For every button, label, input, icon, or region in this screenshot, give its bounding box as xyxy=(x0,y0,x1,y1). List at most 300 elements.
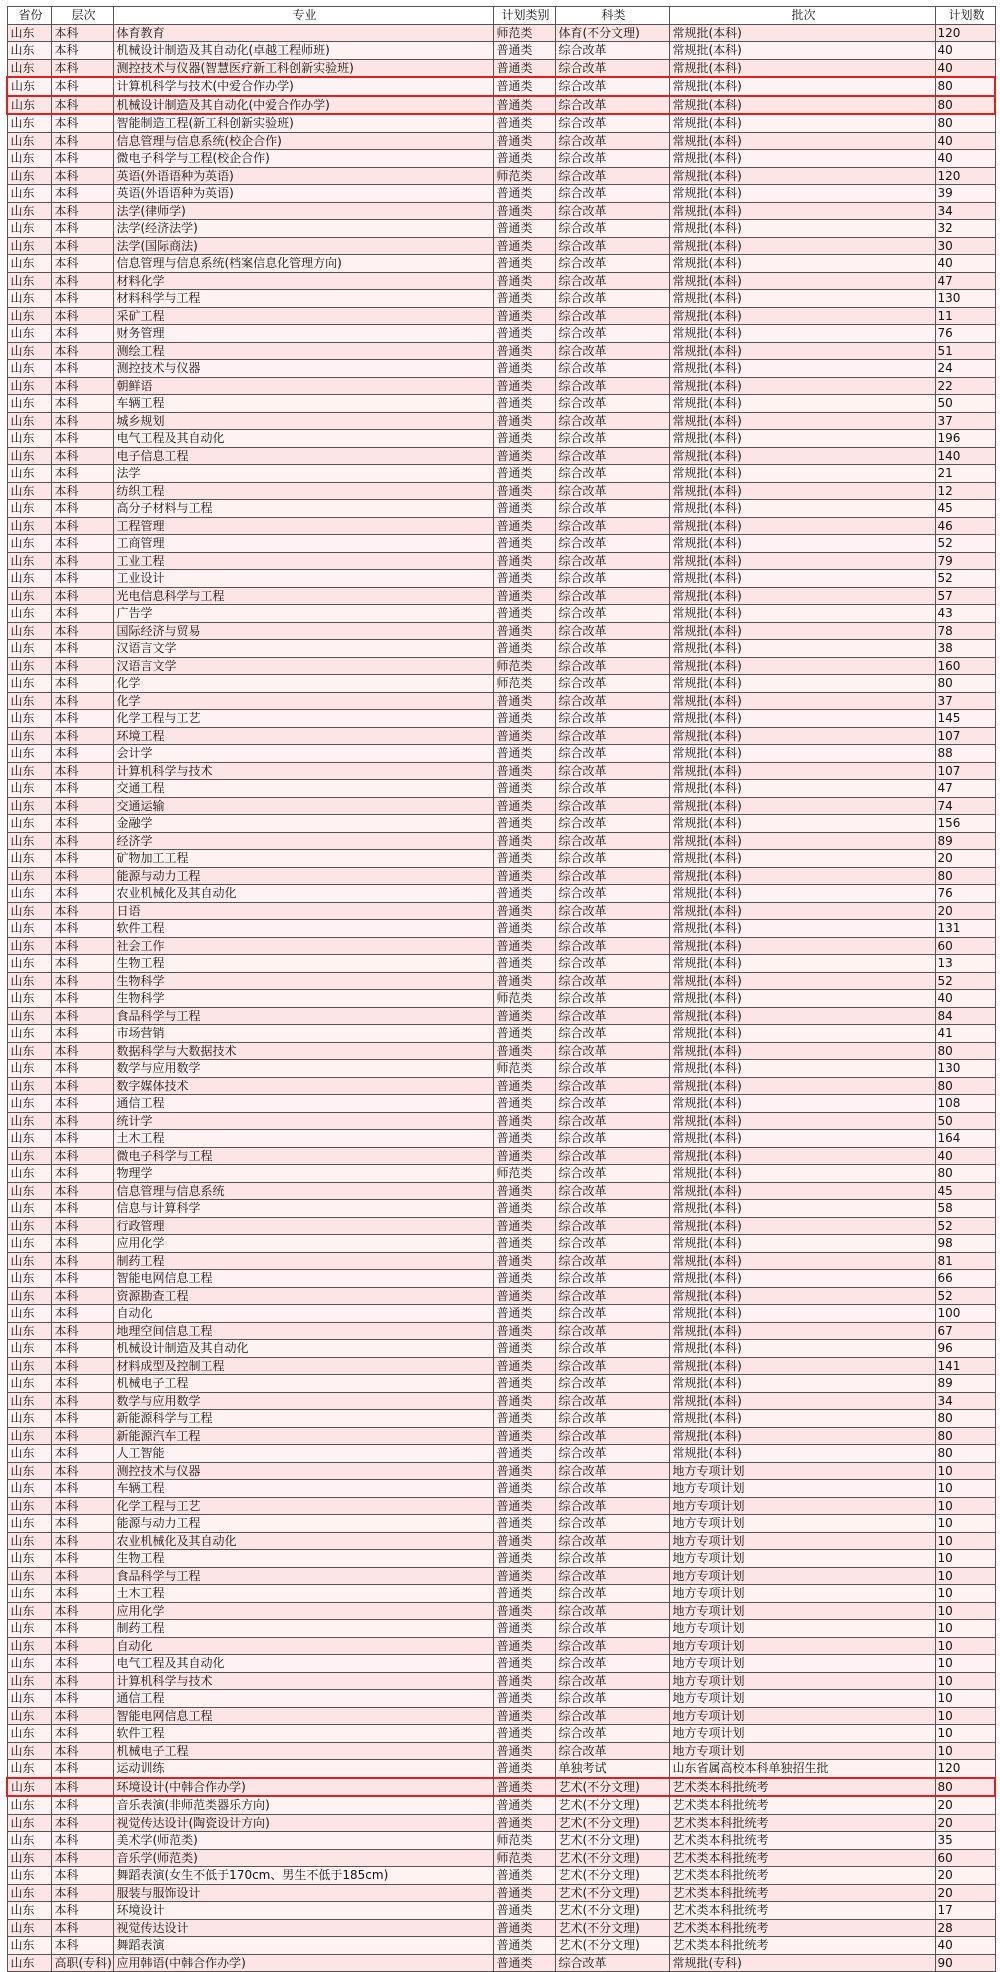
cell-plan-count: 100 xyxy=(935,1305,995,1323)
cell-province: 山东 xyxy=(7,1147,51,1165)
cell-subject-type: 艺术(不分文理) xyxy=(555,1814,669,1832)
cell-province: 山东 xyxy=(7,640,51,658)
cell-plan-count: 60 xyxy=(935,1849,995,1867)
cell-level: 本科 xyxy=(51,1796,113,1814)
cell-major: 会计学 xyxy=(113,745,493,763)
cell-subject-type: 综合改革 xyxy=(555,237,669,255)
cell-subject-type: 综合改革 xyxy=(555,1182,669,1200)
table-row xyxy=(7,1585,995,1603)
header-subject-type: 科类 xyxy=(555,7,669,25)
cell-subject-type: 综合改革 xyxy=(555,1322,669,1340)
cell-batch: 常规批(本科) xyxy=(669,185,935,203)
cell-batch: 常规批(本科) xyxy=(669,272,935,290)
cell-subject-type: 综合改革 xyxy=(555,1270,669,1288)
cell-plan-count: 20 xyxy=(935,1867,995,1885)
cell-level: 本科 xyxy=(51,1937,113,1955)
cell-major: 音乐学(师范类) xyxy=(113,1849,493,1867)
table-row xyxy=(7,955,995,973)
cell-major: 农业机械化及其自动化 xyxy=(113,1532,493,1550)
cell-plan-count: 10 xyxy=(935,1532,995,1550)
cell-plan-category: 普通类 xyxy=(493,1814,555,1832)
cell-major: 数据科学与大数据技术 xyxy=(113,1042,493,1060)
cell-batch: 山东省属高校本科单独招生批 xyxy=(669,1760,935,1778)
table-row xyxy=(7,587,995,605)
table-row xyxy=(7,1042,995,1060)
cell-major: 舞蹈表演 xyxy=(113,1937,493,1955)
cell-subject-type: 综合改革 xyxy=(555,377,669,395)
cell-batch: 常规批(本科) xyxy=(669,1147,935,1165)
cell-plan-category: 普通类 xyxy=(493,1532,555,1550)
cell-province: 山东 xyxy=(7,272,51,290)
cell-plan-category: 普通类 xyxy=(493,220,555,238)
cell-plan-count: 52 xyxy=(935,1287,995,1305)
cell-level: 本科 xyxy=(51,1760,113,1778)
cell-major: 化学工程与工艺 xyxy=(113,710,493,728)
cell-province: 山东 xyxy=(7,1919,51,1937)
cell-batch: 艺术类本科批统考 xyxy=(669,1867,935,1885)
cell-province: 山东 xyxy=(7,447,51,465)
cell-level: 本科 xyxy=(51,1252,113,1270)
cell-plan-category: 普通类 xyxy=(493,832,555,850)
cell-plan-count: 130 xyxy=(935,1060,995,1078)
cell-level: 本科 xyxy=(51,412,113,430)
cell-level: 本科 xyxy=(51,552,113,570)
cell-batch: 常规批(本科) xyxy=(669,692,935,710)
cell-plan-category: 普通类 xyxy=(493,710,555,728)
cell-plan-count: 52 xyxy=(935,535,995,553)
cell-level: 本科 xyxy=(51,1849,113,1867)
cell-plan-category: 普通类 xyxy=(493,325,555,343)
cell-plan-category: 普通类 xyxy=(493,692,555,710)
cell-province: 山东 xyxy=(7,255,51,273)
cell-subject-type: 综合改革 xyxy=(555,1077,669,1095)
table-row xyxy=(7,1796,995,1814)
cell-subject-type: 综合改革 xyxy=(555,1375,669,1393)
cell-major: 工业设计 xyxy=(113,570,493,588)
cell-major: 社会工作 xyxy=(113,937,493,955)
table-row xyxy=(7,1130,995,1148)
cell-subject-type: 综合改革 xyxy=(555,465,669,483)
cell-subject-type: 综合改革 xyxy=(555,1235,669,1253)
cell-level: 本科 xyxy=(51,815,113,833)
cell-level: 本科 xyxy=(51,114,113,132)
cell-plan-count: 40 xyxy=(935,150,995,168)
cell-batch: 常规批(本科) xyxy=(669,1182,935,1200)
cell-subject-type: 综合改革 xyxy=(555,587,669,605)
cell-subject-type: 综合改革 xyxy=(555,920,669,938)
cell-plan-count: 10 xyxy=(935,1672,995,1690)
cell-major: 日语 xyxy=(113,902,493,920)
table-row xyxy=(7,1287,995,1305)
cell-major: 采矿工程 xyxy=(113,307,493,325)
cell-major: 通信工程 xyxy=(113,1690,493,1708)
cell-subject-type: 综合改革 xyxy=(555,727,669,745)
cell-plan-category: 普通类 xyxy=(493,972,555,990)
cell-major: 电气工程及其自动化 xyxy=(113,1655,493,1673)
table-row xyxy=(7,1340,995,1358)
cell-province: 山东 xyxy=(7,745,51,763)
cell-major: 音乐表演(非师范类器乐方向) xyxy=(113,1796,493,1814)
cell-plan-category: 普通类 xyxy=(493,1884,555,1902)
cell-plan-category: 普通类 xyxy=(493,1954,555,1972)
cell-province: 山东 xyxy=(7,1252,51,1270)
cell-subject-type: 综合改革 xyxy=(555,867,669,885)
cell-batch: 常规批(本科) xyxy=(669,255,935,273)
cell-level: 本科 xyxy=(51,1077,113,1095)
cell-plan-count: 28 xyxy=(935,1919,995,1937)
table-row xyxy=(7,307,995,325)
cell-plan-category: 普通类 xyxy=(493,342,555,360)
cell-batch: 常规批(本科) xyxy=(669,1200,935,1218)
table-row xyxy=(7,59,995,77)
cell-subject-type: 综合改革 xyxy=(555,272,669,290)
table-row xyxy=(7,1902,995,1920)
cell-plan-count: 96 xyxy=(935,1340,995,1358)
cell-plan-count: 90 xyxy=(935,1954,995,1972)
cell-subject-type: 综合改革 xyxy=(555,342,669,360)
table-row xyxy=(7,1937,995,1955)
cell-batch: 常规批(本科) xyxy=(669,1130,935,1148)
table-row xyxy=(7,1497,995,1515)
cell-level: 本科 xyxy=(51,1392,113,1410)
cell-province: 山东 xyxy=(7,185,51,203)
table-row xyxy=(7,185,995,203)
cell-level: 本科 xyxy=(51,972,113,990)
cell-plan-category: 普通类 xyxy=(493,1252,555,1270)
cell-batch: 常规批(本科) xyxy=(669,972,935,990)
cell-subject-type: 综合改革 xyxy=(555,1007,669,1025)
cell-batch: 常规批(本科) xyxy=(669,797,935,815)
cell-province: 山东 xyxy=(7,1025,51,1043)
cell-province: 山东 xyxy=(7,1497,51,1515)
cell-province: 山东 xyxy=(7,1796,51,1814)
table-row xyxy=(7,710,995,728)
cell-batch: 常规批(本科) xyxy=(669,1410,935,1428)
cell-plan-category: 普通类 xyxy=(493,797,555,815)
cell-plan-count: 40 xyxy=(935,990,995,1008)
cell-plan-category: 普通类 xyxy=(493,59,555,77)
cell-level: 本科 xyxy=(51,1480,113,1498)
table-row xyxy=(7,517,995,535)
cell-major: 视觉传达设计(陶瓷设计方向) xyxy=(113,1814,493,1832)
cell-plan-count: 40 xyxy=(935,132,995,150)
cell-subject-type: 综合改革 xyxy=(555,1725,669,1743)
cell-plan-count: 140 xyxy=(935,447,995,465)
cell-province: 山东 xyxy=(7,605,51,623)
cell-level: 本科 xyxy=(51,220,113,238)
cell-plan-count: 98 xyxy=(935,1235,995,1253)
cell-major: 材料成型及控制工程 xyxy=(113,1357,493,1375)
cell-plan-category: 普通类 xyxy=(493,1445,555,1463)
header-level: 层次 xyxy=(51,7,113,25)
cell-level: 本科 xyxy=(51,1725,113,1743)
cell-subject-type: 综合改革 xyxy=(555,657,669,675)
cell-major: 环境工程 xyxy=(113,727,493,745)
cell-province: 山东 xyxy=(7,1182,51,1200)
table-row xyxy=(7,1095,995,1113)
cell-plan-category: 普通类 xyxy=(493,412,555,430)
cell-level: 本科 xyxy=(51,570,113,588)
cell-level: 本科 xyxy=(51,1427,113,1445)
cell-level: 本科 xyxy=(51,1532,113,1550)
cell-batch: 艺术类本科批统考 xyxy=(669,1849,935,1867)
cell-level: 本科 xyxy=(51,1550,113,1568)
cell-province: 山东 xyxy=(7,797,51,815)
cell-province: 山东 xyxy=(7,1742,51,1760)
cell-subject-type: 综合改革 xyxy=(555,395,669,413)
cell-subject-type: 综合改革 xyxy=(555,412,669,430)
cell-plan-count: 34 xyxy=(935,202,995,220)
cell-batch: 常规批(本科) xyxy=(669,990,935,1008)
cell-level: 本科 xyxy=(51,185,113,203)
cell-subject-type: 综合改革 xyxy=(555,1462,669,1480)
cell-plan-count: 17 xyxy=(935,1902,995,1920)
cell-level: 本科 xyxy=(51,24,113,42)
cell-level: 本科 xyxy=(51,1814,113,1832)
table-row xyxy=(7,1919,995,1937)
cell-level: 本科 xyxy=(51,465,113,483)
header-row xyxy=(7,7,995,25)
cell-level: 本科 xyxy=(51,77,113,96)
cell-level: 本科 xyxy=(51,1602,113,1620)
cell-batch: 常规批(本科) xyxy=(669,517,935,535)
cell-plan-category: 普通类 xyxy=(493,1147,555,1165)
cell-batch: 常规批(本科) xyxy=(669,640,935,658)
cell-plan-count: 164 xyxy=(935,1130,995,1148)
table-row xyxy=(7,1007,995,1025)
cell-major: 生物工程 xyxy=(113,955,493,973)
cell-level: 高职(专科) xyxy=(51,1954,113,1972)
highlighted-table-row xyxy=(7,96,995,115)
cell-batch: 常规批(本科) xyxy=(669,59,935,77)
cell-province: 山东 xyxy=(7,570,51,588)
cell-subject-type: 综合改革 xyxy=(555,1550,669,1568)
cell-plan-count: 50 xyxy=(935,395,995,413)
cell-plan-count: 120 xyxy=(935,167,995,185)
cell-subject-type: 综合改革 xyxy=(555,1567,669,1585)
cell-level: 本科 xyxy=(51,1130,113,1148)
cell-province: 山东 xyxy=(7,867,51,885)
cell-level: 本科 xyxy=(51,272,113,290)
table-row xyxy=(7,114,995,132)
cell-batch: 常规批(本科) xyxy=(669,937,935,955)
cell-level: 本科 xyxy=(51,377,113,395)
cell-major: 应用韩语(中韩合作办学) xyxy=(113,1954,493,1972)
cell-plan-count: 80 xyxy=(935,1165,995,1183)
cell-level: 本科 xyxy=(51,395,113,413)
table-row xyxy=(7,1867,995,1885)
table-row xyxy=(7,552,995,570)
cell-plan-count: 80 xyxy=(935,1778,995,1797)
cell-batch: 常规批(本科) xyxy=(669,587,935,605)
cell-plan-category: 普通类 xyxy=(493,1707,555,1725)
cell-level: 本科 xyxy=(51,675,113,693)
cell-major: 工程管理 xyxy=(113,517,493,535)
table-row xyxy=(7,430,995,448)
table-row xyxy=(7,832,995,850)
cell-level: 本科 xyxy=(51,430,113,448)
cell-level: 本科 xyxy=(51,500,113,518)
cell-plan-count: 107 xyxy=(935,762,995,780)
table-row xyxy=(7,377,995,395)
cell-major: 智能电网信息工程 xyxy=(113,1707,493,1725)
cell-plan-count: 108 xyxy=(935,1095,995,1113)
cell-level: 本科 xyxy=(51,237,113,255)
cell-level: 本科 xyxy=(51,1655,113,1673)
cell-subject-type: 综合改革 xyxy=(555,902,669,920)
cell-plan-count: 79 xyxy=(935,552,995,570)
cell-major: 能源与动力工程 xyxy=(113,1515,493,1533)
cell-level: 本科 xyxy=(51,1182,113,1200)
table-row xyxy=(7,1025,995,1043)
cell-subject-type: 综合改革 xyxy=(555,535,669,553)
cell-subject-type: 综合改革 xyxy=(555,150,669,168)
cell-plan-count: 10 xyxy=(935,1515,995,1533)
cell-plan-count: 20 xyxy=(935,902,995,920)
cell-level: 本科 xyxy=(51,587,113,605)
cell-plan-count: 46 xyxy=(935,517,995,535)
cell-plan-count: 43 xyxy=(935,605,995,623)
cell-plan-count: 10 xyxy=(935,1567,995,1585)
cell-level: 本科 xyxy=(51,605,113,623)
table-row xyxy=(7,640,995,658)
cell-plan-category: 普通类 xyxy=(493,1427,555,1445)
cell-plan-count: 51 xyxy=(935,342,995,360)
cell-province: 山东 xyxy=(7,1165,51,1183)
cell-plan-category: 普通类 xyxy=(493,395,555,413)
cell-major: 软件工程 xyxy=(113,920,493,938)
table-row xyxy=(7,1690,995,1708)
cell-level: 本科 xyxy=(51,1497,113,1515)
cell-major: 经济学 xyxy=(113,832,493,850)
cell-major: 服装与服饰设计 xyxy=(113,1884,493,1902)
cell-level: 本科 xyxy=(51,255,113,273)
cell-plan-category: 普通类 xyxy=(493,1270,555,1288)
cell-province: 山东 xyxy=(7,1602,51,1620)
cell-level: 本科 xyxy=(51,692,113,710)
cell-plan-category: 普通类 xyxy=(493,1042,555,1060)
cell-plan-count: 10 xyxy=(935,1725,995,1743)
cell-major: 土木工程 xyxy=(113,1130,493,1148)
table-row xyxy=(7,972,995,990)
cell-subject-type: 综合改革 xyxy=(555,132,669,150)
cell-level: 本科 xyxy=(51,1270,113,1288)
cell-major: 法学(律师学) xyxy=(113,202,493,220)
cell-batch: 常规批(本科) xyxy=(669,1357,935,1375)
cell-plan-category: 普通类 xyxy=(493,1200,555,1218)
cell-plan-category: 普通类 xyxy=(493,1095,555,1113)
cell-major: 微电子科学与工程 xyxy=(113,1147,493,1165)
cell-plan-category: 普通类 xyxy=(493,1217,555,1235)
table-row xyxy=(7,1217,995,1235)
cell-level: 本科 xyxy=(51,1357,113,1375)
table-row xyxy=(7,1427,995,1445)
cell-batch: 常规批(本科) xyxy=(669,430,935,448)
cell-province: 山东 xyxy=(7,1620,51,1638)
cell-level: 本科 xyxy=(51,1060,113,1078)
cell-plan-category: 普通类 xyxy=(493,1602,555,1620)
cell-subject-type: 综合改革 xyxy=(555,185,669,203)
table-row xyxy=(7,1235,995,1253)
cell-batch: 常规批(本科) xyxy=(669,1392,935,1410)
cell-batch: 常规批(本科) xyxy=(669,1165,935,1183)
cell-plan-category: 普通类 xyxy=(493,1796,555,1814)
cell-subject-type: 综合改革 xyxy=(555,1532,669,1550)
cell-plan-category: 普通类 xyxy=(493,640,555,658)
cell-plan-count: 67 xyxy=(935,1322,995,1340)
cell-subject-type: 综合改革 xyxy=(555,1515,669,1533)
cell-major: 视觉传达设计 xyxy=(113,1919,493,1937)
cell-province: 山东 xyxy=(7,342,51,360)
cell-subject-type: 单独考试 xyxy=(555,1760,669,1778)
cell-level: 本科 xyxy=(51,290,113,308)
cell-major: 工业工程 xyxy=(113,552,493,570)
table-row xyxy=(7,1357,995,1375)
cell-subject-type: 艺术(不分文理) xyxy=(555,1902,669,1920)
enrollment-plan-table xyxy=(6,6,996,1972)
cell-plan-count: 40 xyxy=(935,1937,995,1955)
cell-subject-type: 综合改革 xyxy=(555,307,669,325)
cell-major: 测控技术与仪器 xyxy=(113,1462,493,1480)
cell-plan-count: 21 xyxy=(935,465,995,483)
cell-plan-count: 145 xyxy=(935,710,995,728)
cell-plan-category: 普通类 xyxy=(493,114,555,132)
cell-plan-category: 普通类 xyxy=(493,1462,555,1480)
cell-batch: 常规批(本科) xyxy=(669,762,935,780)
cell-plan-category: 普通类 xyxy=(493,1742,555,1760)
cell-plan-category: 普通类 xyxy=(493,202,555,220)
cell-plan-count: 20 xyxy=(935,850,995,868)
cell-level: 本科 xyxy=(51,167,113,185)
cell-plan-count: 52 xyxy=(935,972,995,990)
cell-province: 山东 xyxy=(7,1707,51,1725)
cell-batch: 常规批(本科) xyxy=(669,1445,935,1463)
cell-plan-count: 20 xyxy=(935,1796,995,1814)
cell-subject-type: 综合改革 xyxy=(555,832,669,850)
cell-plan-category: 普通类 xyxy=(493,920,555,938)
cell-subject-type: 艺术(不分文理) xyxy=(555,1849,669,1867)
cell-subject-type: 艺术(不分文理) xyxy=(555,1778,669,1797)
cell-plan-category: 师范类 xyxy=(493,1849,555,1867)
cell-subject-type: 综合改革 xyxy=(555,1392,669,1410)
cell-plan-category: 普通类 xyxy=(493,307,555,325)
cell-plan-category: 师范类 xyxy=(493,1060,555,1078)
table-row xyxy=(7,535,995,553)
cell-major: 交通工程 xyxy=(113,780,493,798)
table-row xyxy=(7,692,995,710)
cell-province: 山东 xyxy=(7,1235,51,1253)
cell-major: 制药工程 xyxy=(113,1620,493,1638)
cell-plan-count: 24 xyxy=(935,360,995,378)
cell-province: 山东 xyxy=(7,955,51,973)
cell-subject-type: 综合改革 xyxy=(555,955,669,973)
cell-province: 山东 xyxy=(7,762,51,780)
cell-plan-category: 师范类 xyxy=(493,24,555,42)
cell-level: 本科 xyxy=(51,885,113,903)
cell-batch: 常规批(本科) xyxy=(669,150,935,168)
cell-batch: 常规批(本科) xyxy=(669,360,935,378)
cell-level: 本科 xyxy=(51,535,113,553)
cell-plan-count: 10 xyxy=(935,1707,995,1725)
cell-province: 山东 xyxy=(7,1060,51,1078)
cell-province: 山东 xyxy=(7,1937,51,1955)
cell-province: 山东 xyxy=(7,377,51,395)
cell-level: 本科 xyxy=(51,955,113,973)
cell-major: 微电子科学与工程(校企合作) xyxy=(113,150,493,168)
cell-plan-category: 普通类 xyxy=(493,1287,555,1305)
cell-subject-type: 综合改革 xyxy=(555,1954,669,1972)
table-row xyxy=(7,24,995,42)
